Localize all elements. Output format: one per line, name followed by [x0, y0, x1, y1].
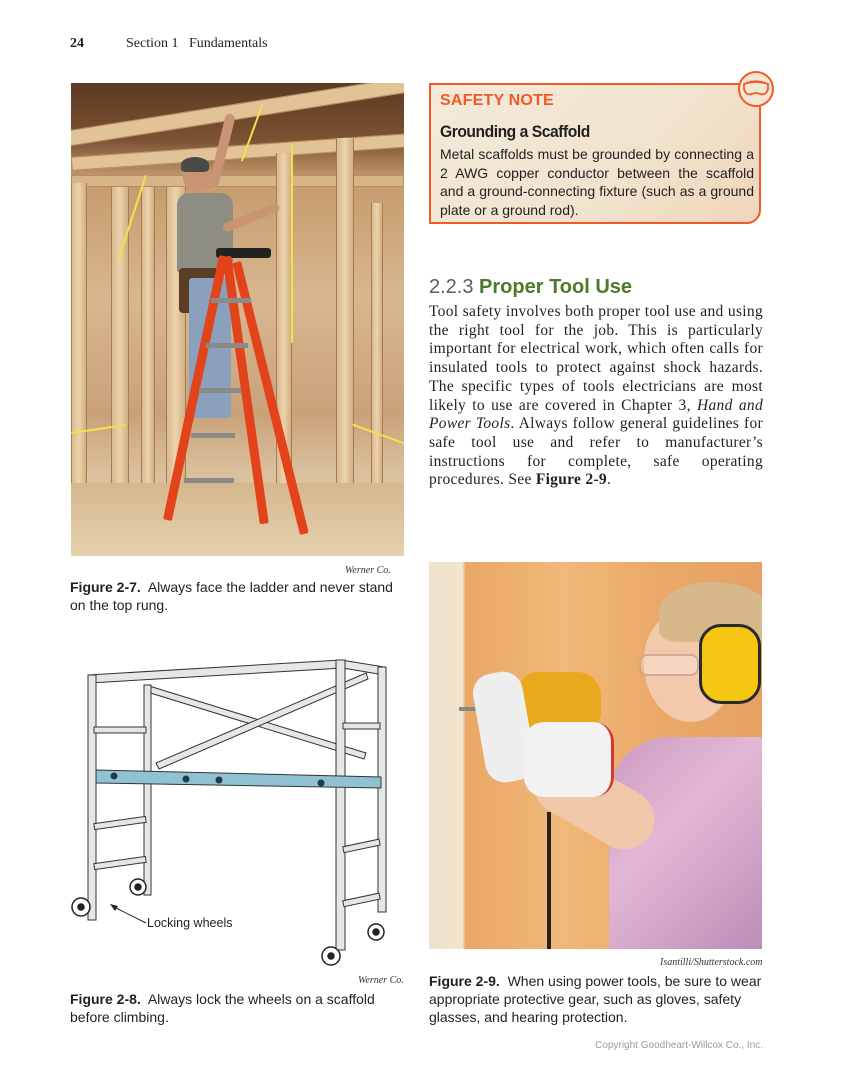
safety-note-body: Metal scaffolds must be grounded by connecting a 2 AWG copper conductor between the scaffold and a ground-connecting fixture (such as a ground plate or a ground rod).	[440, 146, 754, 218]
section-heading	[429, 276, 632, 299]
page-number: 24	[70, 36, 84, 51]
section-title-text: Proper Tool Use	[479, 276, 633, 298]
section-title: Section 1 Fundamentals	[126, 36, 268, 51]
safety-goggles-icon	[738, 71, 774, 107]
body-text: . Always follow general guidelines for safe tool use and refer to manufacturer’s instructions for complete, safe operating procedures. See	[429, 415, 763, 489]
running-header	[70, 36, 268, 52]
caption-text: Always lock the wheels on a scaffold before climbing.	[70, 991, 375, 1025]
caption-text: Always face the ladder and never stand on the top rung.	[70, 579, 393, 613]
chapter-reference: Hand and Power Tools	[429, 396, 763, 433]
copyright-footer: Copyright Goodheart-Willcox Co., Inc.	[595, 1040, 763, 1051]
figure-reference: Figure 2-9	[535, 471, 607, 489]
figure-2-8-caption	[70, 990, 410, 1026]
figure-2-8-credit: Werner Co.	[358, 975, 404, 986]
figure-label: Figure 2-7.	[70, 579, 141, 595]
safety-note-label: SAFETY NOTE	[440, 92, 554, 109]
section-body	[429, 303, 763, 490]
body-text: .	[606, 471, 612, 489]
safety-note-title: Grounding a Scaffold	[440, 122, 590, 141]
earmuff	[699, 624, 761, 704]
figure-2-9-photo	[429, 562, 762, 949]
figure-2-7-caption	[70, 578, 405, 614]
figure-2-9-caption	[429, 972, 764, 1026]
figure-2-7-credit: Werner Co.	[345, 565, 391, 576]
figure-label: Figure 2-9.	[429, 973, 500, 989]
section-number: 2.2.3	[429, 276, 474, 298]
figure-2-8-scaffold-drawing	[66, 645, 406, 970]
figure-label: Figure 2-8.	[70, 991, 141, 1007]
safety-note-box	[429, 83, 761, 224]
locking-wheels-callout: Locking wheels	[147, 916, 233, 930]
power-drill	[519, 672, 601, 727]
figure-2-9-credit: Isantilli/Shutterstock.com	[660, 957, 763, 968]
figure-2-7-photo	[71, 83, 404, 556]
body-text: Tool safety involves both proper tool use and using the right tool for the job. This is particularly important for electrical work, which often calls for insulated tools to protect against shock hazards. The specific types of tools electricians are most likely to use are covered in Chapter 3,	[429, 303, 763, 414]
caption-text: When using power tools, be sure to wear appropriate protective gear, such as gloves, safety glasses, and hearing protection.	[429, 973, 762, 1025]
